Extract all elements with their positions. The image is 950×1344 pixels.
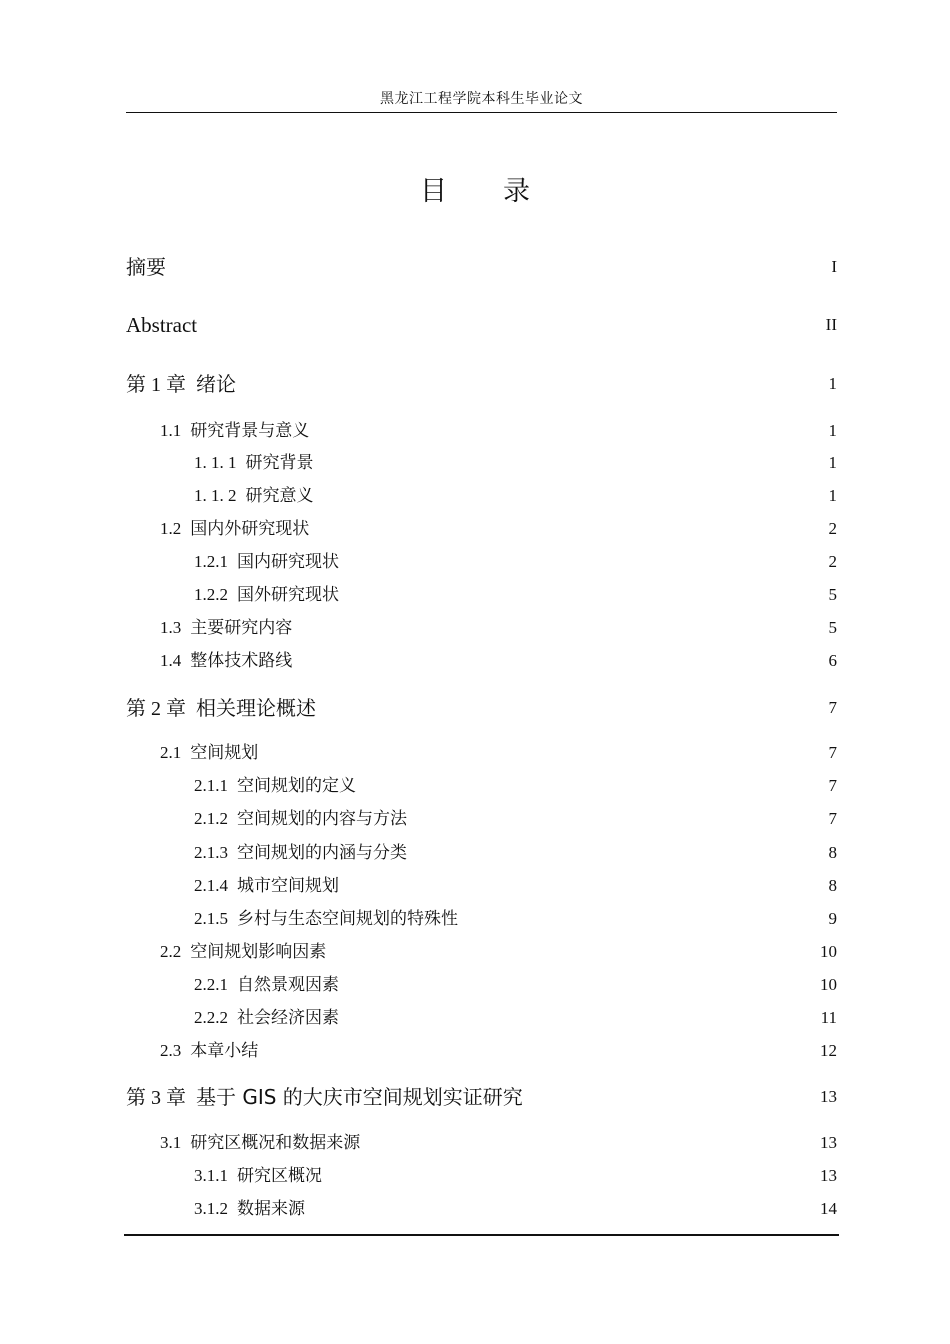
toc-entry-label: 1.4 整体技术路线 [160,651,293,671]
toc-entry-1-3[interactable] [126,612,837,644]
toc-entry-page: 11 [820,1008,837,1027]
toc-entry-3-1-1[interactable] [126,1160,837,1192]
toc-entry-page: 7 [828,698,837,717]
toc-entry-2-1-3[interactable] [126,837,837,869]
toc-entry-page: 1 [828,486,837,505]
toc-entry-page: 5 [828,585,837,604]
toc-entry-label: 3.1 研究区概况和数据来源 [160,1133,361,1153]
toc-entry-page: 1 [828,374,837,393]
header-title: 黑龙江工程学院本科生毕业论文 [380,91,583,107]
toc-entry-page: 5 [828,618,837,637]
toc-entry-label: 1. 1. 2 研究意义 [194,486,314,506]
toc-entry-2-2[interactable] [126,936,837,968]
toc-entry-label: 1.1 研究背景与意义 [160,421,310,441]
toc-entry-1-1-2[interactable] [126,480,837,512]
toc-entry-1-2-2[interactable] [126,579,837,611]
toc-entry-1-1[interactable] [126,415,837,447]
toc-entry-page: 7 [828,809,837,828]
toc-entry-page: 14 [820,1199,837,1218]
toc-entry-page: 7 [828,776,837,795]
toc-entry-2-1-5[interactable] [126,903,837,935]
toc-entry-label: 3.1.2 数据来源 [194,1199,305,1219]
toc-entry-label: 1.2.2 国外研究现状 [194,585,339,605]
toc-entry-label: 第 3 章 基于 GIS 的大庆市空间规划实证研究 [126,1085,523,1109]
toc-entry-3-1[interactable] [126,1127,837,1159]
toc-entry-chapter-1[interactable] [126,368,837,400]
page-header [126,86,837,113]
toc-entry-label: 2.1.4 城市空间规划 [194,876,339,896]
toc-entry-2-1-1[interactable] [126,770,837,802]
toc-entry-1-2[interactable] [126,513,837,545]
toc-entry-3-1-2[interactable] [126,1193,837,1225]
toc-entry-page: 7 [828,743,837,762]
toc-entry-label: 1.2 国内外研究现状 [160,519,310,539]
toc-entry-label: 1.3 主要研究内容 [160,618,293,638]
toc-entry-2-1-2[interactable] [126,803,837,835]
toc-entry-label: 2.3 本章小结 [160,1041,259,1061]
toc-entry-label: 1. 1. 1 研究背景 [194,453,314,473]
toc-entry-page: 9 [828,909,837,928]
toc-entry-label: 2.1.5 乡村与生态空间规划的特殊性 [194,909,458,929]
toc-entry-page: 13 [820,1133,837,1152]
toc-entry-label: 2.1.3 空间规划的内涵与分类 [194,843,407,863]
toc-entry-label: 摘要 [126,255,166,279]
toc-entry-chapter-2[interactable] [126,692,837,724]
toc-entry-label: 第 1 章 绪论 [126,372,236,396]
toc-entry-label: Abstract [126,313,198,337]
toc-entry-page: 6 [828,651,837,670]
toc-entry-page: I [831,257,837,276]
toc-entry-1-1-1[interactable] [126,447,837,479]
toc-entry-label: 2.1 空间规划 [160,743,259,763]
toc-entry-page: 1 [828,421,837,440]
toc-entry-label: 3.1.1 研究区概况 [194,1166,322,1186]
toc-entry-label: 2.1.2 空间规划的内容与方法 [194,809,407,829]
toc-entry-2-1[interactable] [126,737,837,769]
toc-entry-page: 1 [828,453,837,472]
toc-entry-2-2-1[interactable] [126,969,837,1001]
toc-entry-page: 8 [828,843,837,862]
toc-entry-2-1-4[interactable] [126,870,837,902]
toc-entry-abstract-cn[interactable] [126,251,837,283]
toc-entry-page: 8 [828,876,837,895]
toc-entry-label: 2.2 空间规划影响因素 [160,942,327,962]
toc-entry-label: 1.2.1 国内研究现状 [194,552,339,572]
toc-entry-page: 2 [828,552,837,571]
toc-entry-2-2-2[interactable] [126,1002,837,1034]
toc-entry-abstract-en[interactable] [126,309,837,341]
toc-entry-page: II [825,315,837,334]
toc-entry-label: 2.1.1 空间规划的定义 [194,776,356,796]
toc-entry-label: 2.2.1 自然景观因素 [194,975,339,995]
toc-entry-page: 13 [820,1087,837,1106]
toc-entry-1-4[interactable] [126,645,837,677]
toc-entry-page: 10 [820,975,837,994]
toc-entry-1-2-1[interactable] [126,546,837,578]
toc-entry-label: 2.2.2 社会经济因素 [194,1008,339,1028]
toc-entry-page: 10 [820,942,837,961]
toc-entry-page: 2 [828,519,837,538]
toc-entry-chapter-3[interactable] [126,1081,837,1113]
toc-title-char-1: 目 [420,176,447,207]
toc-title-char-2: 录 [503,176,530,207]
footer-rule [124,1234,839,1236]
toc-entry-2-3[interactable] [126,1035,837,1067]
toc-title [0,172,950,212]
toc-entry-label: 第 2 章 相关理论概述 [126,696,316,720]
toc-entry-page: 13 [820,1166,837,1185]
toc-entry-page: 12 [820,1041,837,1060]
